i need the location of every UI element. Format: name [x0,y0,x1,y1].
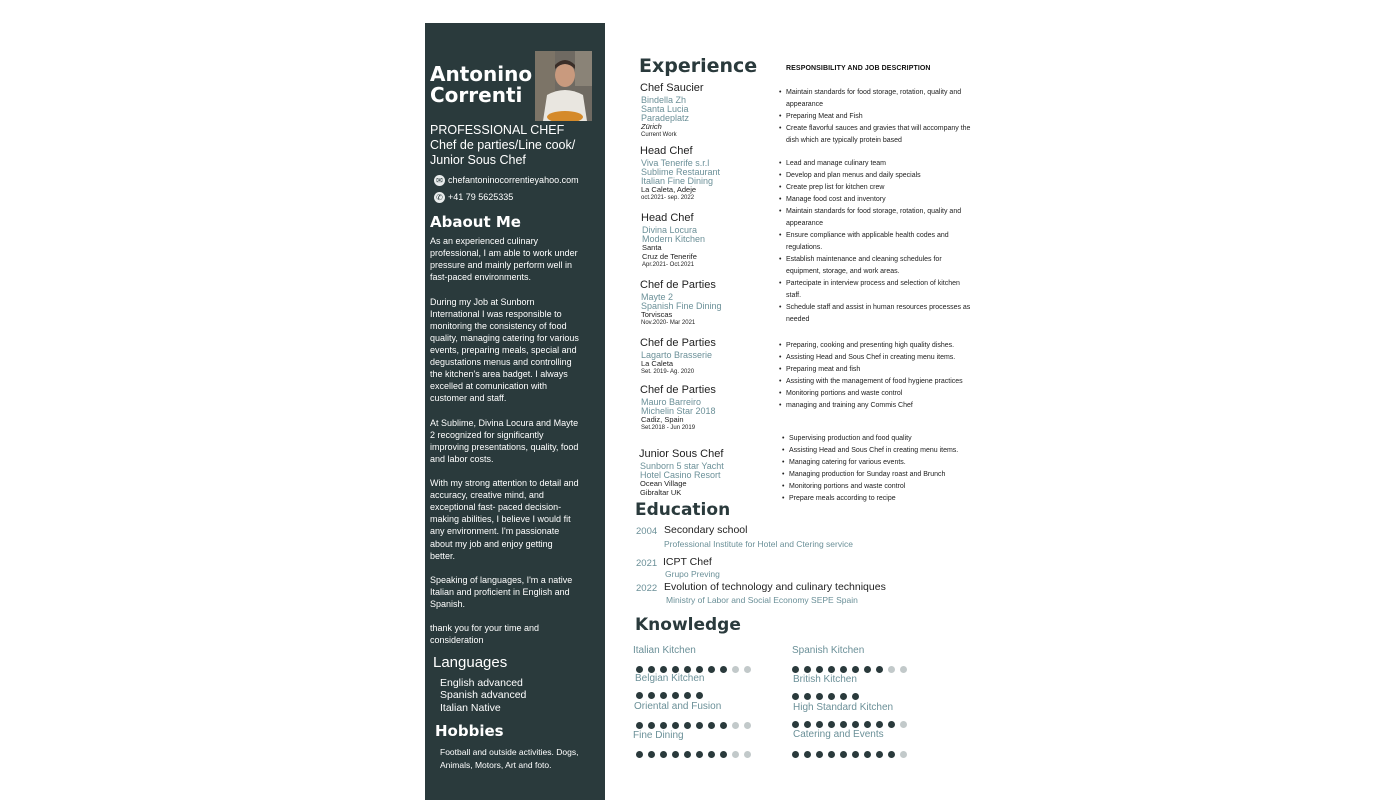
responsibility-item: • Establish maintenance and cleaning schedules for equipment, storage, and work areas. [779,254,974,278]
responsibility-item: • Develop and plan menus and daily specials [779,170,974,182]
rating-dot-filled [816,751,823,758]
rating-dot-filled [696,751,703,758]
job-title: Chef de Parties [640,384,716,396]
responsibility-item: • Create flavorful sauces and gravies that will accompany the dish which are typically protein based [779,123,974,147]
about-line: the kitchen's area badget. I always [430,369,568,380]
skill-label: Fine Dining [633,730,684,741]
rating-dot-filled [816,666,823,673]
job-employer: Divina Locura [642,225,698,235]
rating-dot-filled [720,751,727,758]
responsibility-item: • Partecipate in interview process and selection of kitchen staff. [779,278,974,302]
job-title: Chef de Parties [640,279,716,291]
job-employer: Lagarto Brasserie [641,350,713,360]
skill-rating [792,715,912,723]
about-line: monitoring the consistency of food [430,320,567,331]
job-employer: Mayte 2 [641,292,674,302]
rating-dot-filled [840,721,847,728]
rating-dot-filled [696,722,703,729]
hobbies-line: Football and outside activities. Dogs, [440,747,579,757]
rating-dot-empty [744,751,751,758]
about-line: better. [430,550,456,561]
about-line: pressure and mainly perform well in [430,260,573,271]
job-dates: Set. 2019- Ag. 2020 [641,369,695,375]
rating-dot-filled [636,751,643,758]
about-line: As an experienced culinary [430,236,539,246]
responsibility-item: • Create prep list for kitchen crew [779,182,974,194]
job-employer: Spanish Fine Dining [641,301,722,311]
rating-dot-empty [732,722,739,729]
skill-label: Italian Kitchen [633,645,696,656]
responsibility-item: • Maintain standards for food storage, rotation, quality and appearance [779,87,974,111]
rating-dot-filled [816,721,823,728]
skill-rating [792,660,912,668]
job-title: Head Chef [641,212,694,224]
skill-label: British Kitchen [793,674,857,685]
rating-dot-filled [792,666,799,673]
responsibility-item: • Prepare meals according to recipe [782,493,977,505]
email-contact[interactable] [434,175,579,186]
job-dates: Current Work [641,132,677,138]
job-employer: Sublime Restaurant [641,167,721,177]
rating-dot-filled [684,722,691,729]
rating-dot-filled [876,666,883,673]
skill-rating [636,745,756,753]
job-employer: Sunborn 5 star Yacht [640,461,724,471]
language-item: English advanced [440,677,523,689]
job-title-1: PROFESSIONAL CHEF [430,123,565,137]
job-title: Head Chef [640,145,693,157]
about-line: degustations menus and controlling [430,357,572,367]
rating-dot-filled [720,722,727,729]
about-line: excelled at comunication with [430,381,548,392]
rating-dot-filled [696,666,703,673]
skill-rating [636,716,756,724]
rating-dot-filled [660,751,667,758]
job-location: Cruz de Tenerife [642,251,697,261]
job-location: La Caleta [641,359,674,368]
education-year: 2021 [636,558,658,569]
rating-dot-filled [840,751,847,758]
job-employer: Michelin Star 2018 [641,406,716,416]
job-dates: oct.2021- sep. 2022 [641,195,695,201]
education-title: ICPT Chef [663,556,712,568]
rating-dot-filled [648,666,655,673]
skill-label: Catering and Events [793,729,884,740]
job-title: Chef de Parties [640,337,716,349]
rating-dot-filled [636,666,643,673]
responsibility-group [779,87,974,147]
rating-dot-filled [828,693,835,700]
rating-dot-filled [684,751,691,758]
responsibility-item: • Preparing meat and fish [779,364,974,376]
rating-dot-filled [876,751,883,758]
rating-dot-filled [708,751,715,758]
rating-dot-filled [852,751,859,758]
job-employer: Modern Kitchen [642,234,706,244]
responsibility-item: • Preparing, cooking and presenting high quality dishes. [779,340,974,352]
skill-label: Oriental and Fusion [634,701,722,712]
knowledge-heading: Knowledge [635,615,741,635]
rating-dot-empty [732,751,739,758]
rating-dot-filled [792,721,799,728]
name-first: Antonino [430,62,533,86]
about-line: and labor costs. [430,453,494,464]
about-heading: Abaout Me [430,213,521,231]
about-line: At Sublime, Divina Locura and Mayte [430,417,579,428]
rating-dot-filled [816,693,823,700]
phone-icon: ✆ [434,192,445,203]
rating-dot-filled [852,693,859,700]
job-title: Chef Saucier [640,82,704,94]
rating-dot-filled [840,693,847,700]
about-line: International I was responsible to [430,308,562,319]
skill-rating [792,687,864,695]
responsibility-group [779,340,974,412]
profile-photo [535,51,592,121]
job-location: Gibraltar UK [640,487,682,497]
job-title: Junior Sous Chef [639,448,724,460]
about-line: professional, I am able to work under [430,248,578,259]
job-employer: Italian Fine Dining [641,176,714,186]
rating-dot-empty [900,666,907,673]
rating-dot-filled [864,666,871,673]
skill-rating [636,660,756,668]
rating-dot-filled [852,721,859,728]
rating-dot-filled [696,692,703,699]
job-dates: Nov.2020- Mar 2021 [641,320,696,326]
about-line: fast-paced environments. [430,272,532,283]
responsibility-item: • Assisting Head and Sous Chef in creating menu items. [779,352,974,364]
rating-dot-filled [804,721,811,728]
about-line: thank you for your time and [430,623,540,634]
rating-dot-filled [792,751,799,758]
rating-dot-filled [804,693,811,700]
rating-dot-empty [900,751,907,758]
rating-dot-filled [672,722,679,729]
rating-dot-filled [792,693,799,700]
rating-dot-filled [888,721,895,728]
job-location: La Caleta, Adeje [641,185,697,194]
responsibility-item: • Managing production for Sunday roast and Brunch [782,469,977,481]
phone-contact[interactable] [434,192,513,203]
rating-dot-filled [708,722,715,729]
responsibility-item: • Maintain standards for food storage, rotation, quality and appearance [779,206,974,230]
about-line: events, preparing meals, special and [430,344,577,355]
experience-heading: Experience [639,55,758,77]
skill-label: High Standard Kitchen [793,702,894,713]
rating-dot-filled [840,666,847,673]
about-line: Speaking of languages, I'm a native [430,574,573,585]
about-line: customer and staff. [430,393,507,404]
responsibility-group [779,158,974,326]
sidebar [425,23,605,800]
rating-dot-filled [876,721,883,728]
hobbies-heading: Hobbies [435,722,504,740]
skill-rating [636,686,708,694]
rating-dot-filled [672,751,679,758]
education-year: 2022 [636,583,658,594]
about-line: quality, managing catering for various [430,332,579,343]
email-text: chefantoninocorrentieyahoo.com [448,175,579,185]
job-location: Torviscas [641,310,673,319]
job-location: Zürich [641,122,662,131]
responsibility-item: • Lead and manage culinary team [779,158,974,170]
rating-dot-empty [732,666,739,673]
about-line: Italian and proficient in English and [430,586,570,597]
about-line: 2 recognized for significantly [430,429,544,440]
responsibility-item: • managing and training any Commis Chef [779,400,974,412]
about-line: improving presentations, quality, food [430,441,579,452]
rating-dot-filled [864,721,871,728]
job-employer: Hotel Casino Resort [640,470,721,480]
rating-dot-filled [660,692,667,699]
about-line: exceptional fast- paced decision- [430,502,562,513]
rating-dot-filled [672,692,679,699]
responsibility-item: • Ensure compliance with applicable health codes and regulations. [779,230,974,254]
languages-heading: Languages [433,654,508,671]
mail-icon: ✉ [434,175,445,186]
hobbies-line: Animals, Motors, Art and foto. [440,760,552,770]
rating-dot-filled [828,721,835,728]
rating-dot-filled [888,751,895,758]
rating-dot-filled [684,666,691,673]
responsibility-item: • Assisting Head and Sous Chef in creating menu items. [782,445,977,457]
education-school: Professional Institute for Hotel and Ctering service [664,539,853,549]
job-employer: Mauro Barreiro [641,397,702,407]
responsibility-item: • Schedule staff and assist in human resources processes as needed [779,302,974,326]
about-line: making abilities, I believe I would fit [430,514,571,525]
rating-dot-filled [648,751,655,758]
about-line: consideration [430,635,484,646]
responsibility-item: • Assisting with the management of food hygiene practices [779,376,974,388]
name-last: Correnti [430,83,523,107]
education-school: Grupo Preving [665,569,720,579]
about-line: about my job and enjoy getting [430,538,553,549]
education-heading: Education [635,500,731,520]
responsibility-item: • Preparing Meat and Fish [779,111,974,123]
about-line: With my strong attention to detail and [430,478,579,488]
rating-dot-filled [804,751,811,758]
job-dates: Apr.2021- Oct.2021 [642,261,695,268]
rating-dot-filled [720,666,727,673]
responsibility-item: • Supervising production and food quality [782,433,977,445]
rating-dot-empty [744,666,751,673]
responsibility-item: • Monitoring portions and waste control [782,481,977,493]
skill-label: Belgian Kitchen [635,673,705,684]
rating-dot-filled [684,692,691,699]
education-year: 2004 [636,526,658,537]
job-employer: Viva Tenerife s.r.l [641,158,710,168]
rating-dot-filled [648,692,655,699]
job-employer: Santa Lucia [641,104,689,114]
responsibility-group [782,433,977,505]
job-location: Cadiz, Spain [641,415,684,424]
about-line: Spanish. [430,599,466,609]
responsibility-item: • Managing catering for various events. [782,457,977,469]
job-employer: Paradeplatz [641,113,690,123]
phone-text: +41 79 5625335 [448,192,514,202]
about-line: During my Job at Sunborn [430,296,535,307]
skill-rating [792,745,912,753]
job-employer: Bindella Zh [641,95,687,105]
job-title-3: Junior Sous Chef [430,153,526,167]
rating-dot-empty [744,722,751,729]
rating-dot-filled [864,751,871,758]
responsibility-item: • Monitoring portions and waste control [779,388,974,400]
job-location: Ocean Village [640,479,687,488]
education-title: Secondary school [664,524,748,536]
language-item: Spanish advanced [440,689,527,701]
language-item: Italian Native [440,702,501,714]
rating-dot-filled [636,692,643,699]
education-school: Ministry of Labor and Social Economy SEPE Spain [666,595,858,605]
rating-dot-filled [660,666,667,673]
job-dates: Set.2018 - Jun 2019 [641,425,696,431]
rating-dot-filled [672,666,679,673]
responsibility-heading: RESPONSIBILITY AND JOB DESCRIPTION [786,65,931,72]
education-title: Evolution of technology and culinary techniques [664,581,886,593]
rating-dot-filled [828,666,835,673]
rating-dot-filled [708,666,715,673]
rating-dot-filled [804,666,811,673]
rating-dot-empty [900,721,907,728]
rating-dot-filled [636,722,643,729]
skill-label: Spanish Kitchen [792,645,865,656]
about-line: any environment. I'm passionate [430,526,560,537]
about-line: accuracy, creative mind, and [430,490,544,501]
rating-dot-empty [888,666,895,673]
rating-dot-filled [648,722,655,729]
rating-dot-filled [828,751,835,758]
rating-dot-filled [660,722,667,729]
job-title-2: Chef de parties/Line cook/ [430,138,576,152]
rating-dot-filled [852,666,859,673]
job-location: Santa [642,243,662,252]
responsibility-item: • Manage food cost and inventory [779,194,974,206]
